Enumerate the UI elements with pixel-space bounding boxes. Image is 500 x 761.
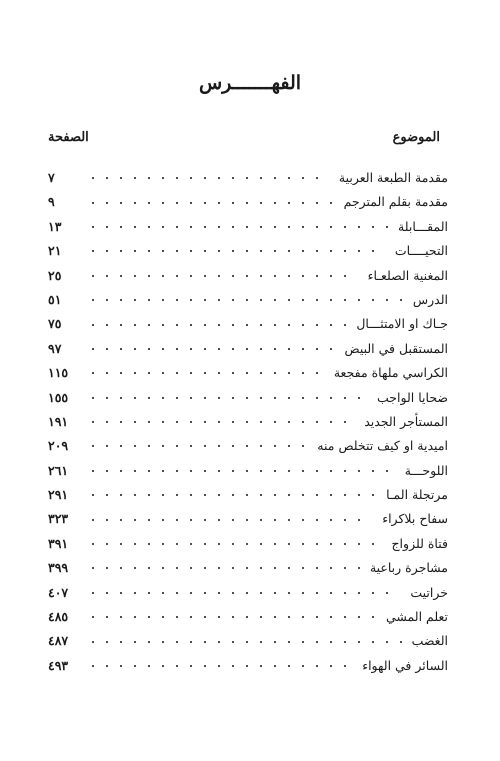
toc-entry-title: المغنية الصلعـاء	[362, 264, 448, 288]
toc-entry	[48, 215, 448, 239]
toc-entry-page-number: ٣٩٩	[48, 560, 69, 576]
toc-entry-title: المستأجر الجديد	[358, 410, 448, 434]
toc-entry	[48, 166, 448, 190]
toc-entry-page-number: ٢٦١	[48, 462, 69, 478]
toc-entry-page-number: ٤٩٣	[48, 657, 69, 673]
toc-entry-page-number: ١٣	[48, 218, 62, 234]
toc-entry-title: مشاجرة رباعية	[364, 556, 448, 580]
toc-entry-title: اميدية او كيف تتخلص منه	[311, 434, 448, 458]
dot-leader	[86, 616, 376, 618]
topic-column-header: الموضوع	[392, 130, 440, 145]
toc-entry-page-number: ٧	[48, 170, 55, 185]
toc-entry-page-number: ٧٥	[48, 316, 62, 332]
toc-entry	[48, 410, 448, 434]
toc-entry-title: سفاح بلاكراء	[376, 507, 448, 531]
dot-leader	[86, 665, 352, 667]
dot-leader	[86, 299, 403, 301]
toc-entry	[48, 483, 448, 507]
toc-entry-title: مقدمة بقلم المترجم	[338, 190, 448, 214]
dot-leader	[86, 519, 372, 521]
toc-entry-title: مقدمة الطبعة العربية	[333, 166, 448, 190]
dot-leader	[86, 348, 335, 350]
toc-entry-title: ضحايا الواجب	[371, 386, 448, 410]
page-title: الفهـــــــرس	[198, 72, 302, 94]
toc-entry-title: مرتجلة المـا	[380, 483, 448, 507]
page-column-header: الصفحة	[48, 130, 89, 145]
toc-entry	[48, 459, 448, 483]
toc-entry	[48, 434, 448, 458]
toc-entry-title: المقـــابلة	[392, 215, 448, 239]
toc-entry	[48, 312, 448, 336]
toc-entry-title: جـاك او الامتثـــال	[350, 312, 448, 336]
dot-leader	[86, 372, 324, 374]
toc-entry-title: تعلم المشي	[380, 605, 448, 629]
toc-entry-page-number: ٢٩١	[48, 487, 69, 503]
toc-entry-title: الغضب	[406, 629, 448, 653]
toc-list	[48, 166, 448, 678]
toc-entry-page-number: ٤٨٧	[48, 633, 69, 649]
toc-entry-page-number: ٢٥	[48, 267, 62, 283]
toc-entry-page-number: ٩	[48, 194, 55, 210]
dot-leader	[86, 397, 367, 399]
toc-entry-title: السائر في الهواء	[356, 654, 448, 678]
dot-leader	[86, 177, 329, 179]
toc-entry	[48, 532, 448, 556]
dot-leader	[86, 250, 385, 252]
toc-entry	[48, 581, 448, 605]
dot-leader	[86, 543, 381, 545]
dot-leader	[86, 445, 307, 447]
toc-entry-page-number: ١٥٥	[48, 389, 69, 405]
toc-entry	[48, 386, 448, 410]
toc-entry-title: الدرس	[407, 288, 448, 312]
toc-entry-title: المستقبل في البيض	[339, 337, 448, 361]
toc-entry	[48, 629, 448, 653]
toc-entry-title: اللوحـــة	[399, 459, 448, 483]
toc-entry	[48, 361, 448, 385]
dot-leader	[86, 275, 358, 277]
toc-entry	[48, 605, 448, 629]
toc-entry	[48, 654, 448, 678]
toc-entry-page-number: ٤٠٧	[48, 584, 69, 600]
toc-entry-title: الكراسي ملهاة مفجعة	[328, 361, 448, 385]
toc-entry	[48, 507, 448, 531]
dot-leader	[86, 494, 376, 496]
dot-leader	[86, 592, 400, 594]
dot-leader	[86, 470, 395, 472]
toc-entry-page-number: ٢٠٩	[48, 438, 69, 454]
dot-leader	[86, 226, 388, 228]
toc-entry	[48, 190, 448, 214]
toc-entry	[48, 239, 448, 263]
toc-entry	[48, 337, 448, 361]
toc-entry	[48, 556, 448, 580]
toc-entry-page-number: ٣٢٣	[48, 511, 69, 527]
toc-entry-page-number: ٢١	[48, 243, 62, 259]
toc-entry	[48, 264, 448, 288]
toc-entry-page-number: ١١٥	[48, 365, 69, 381]
dot-leader	[86, 324, 346, 326]
toc-entry-title: التحيــــات	[389, 239, 448, 263]
dot-leader	[86, 567, 360, 569]
toc-entry	[48, 288, 448, 312]
toc-entry-title: خراتيت	[404, 581, 448, 605]
toc-entry-page-number: ١٩١	[48, 413, 69, 429]
dot-leader	[86, 641, 402, 643]
dot-leader	[86, 202, 334, 204]
toc-entry-title: فتاة للزواج	[385, 532, 448, 556]
toc-entry-page-number: ٥١	[48, 291, 62, 307]
toc-entry-page-number: ٤٨٥	[48, 609, 69, 625]
toc-entry-page-number: ٩٧	[48, 340, 62, 356]
dot-leader	[86, 421, 354, 423]
toc-entry-page-number: ٣٩١	[48, 535, 69, 551]
